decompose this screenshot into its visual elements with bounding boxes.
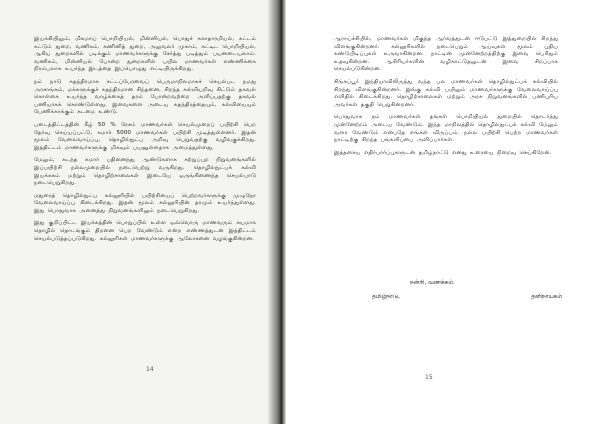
paragraph: படைத்திட்டத்தின் கீழ் 50 % ரேசம் மாணவர்கள் செயல்முறைப் பயிற்சி பெற தேர்வு செய்யப்பட்டு, சுமார் 5000 மாணவர்கள் பயிற்சி முடித்துள்ளனர். இதன் மூலம் வேலைவாய்ப்பு, தொழில்நுட்ப அறிவு பெறுவதற்கு வழிவகுக்கிறது. இத்திட்டம் மாணவர்களுக்கு மிகவும் பயனுள்ளதாக அமைந்துள்ளது. (34, 121, 256, 151)
signature-place: தமிழ்நாடு, (372, 294, 400, 300)
signature-row (372, 294, 562, 301)
paragraph: மதுரைத் தொழில்நுட்ப கல்லூரியில் பயிற்சியைப் பெற்றவர்களுக்கு முழுநேர வேலைவாய்ப்பு கிடைக்கிறது. இதன் மூலம் கல்லூரியின் தரமும் உயர்ந்துள்ளது. இது பொதுவாக அனைத்து நிறுவனங்களிலும் நடைபெறுகிறது. (34, 192, 256, 214)
closing-line: நன்றி, வணக்கம். (410, 280, 455, 286)
left-page (0, 0, 282, 424)
page-number: 14 (146, 366, 154, 373)
paragraph: இத்தகைய எதிர்பார்ப்புகளுடன் தமிழ்நாட்டு எனது உரையை நிறைவு செய்கிறேன். (334, 149, 552, 156)
paragraph: நம் நாடு சுதந்திரமாக சட்டப்பேரவைப் பெருமாநிலமாகச் செயல்பட நமது அரசாங்கம், மக்களுக்குச் சுதந்திரமான சிந்தனை, சிறந்த கல்வியறிவு கிட்டும் தகவல் கொள்கை உயர்ந்த வாழ்க்கைத் தரம் போன்றவற்றை அளிப்பதற்கு தகவல் பணியாகக் கொண்டுள்ளது. இவைகளை அடைய சுதந்திரத்தையும், கல்வியையும் பேணிக்காக்கும் கடமை உண்டு. (34, 78, 256, 116)
signature-name: தனிநாயகம் (531, 294, 562, 300)
page-number: 15 (425, 374, 433, 381)
paragraph: சிங்கப்பூர் இந்தியாவிலிருந்து வந்த பல மாணவர்கள் தொழில்நுட்பக் கல்வியில் சிறந்து விளங்குகின்றனர். இங்கு கல்வி பயிலும் மாணவர்களுக்கு வேலைவாய்ப்பு எளிதில் கிடைக்கிறது. தொழிற்சாலைகள் மற்றும் அரசு நிறுவனங்களில் பணிபுரிய அவர்கள் தகுதி பெறுகின்றனர். (334, 78, 558, 108)
book-gutter-shadow (268, 0, 286, 424)
right-page-text (334, 36, 558, 160)
paragraph: இது குறிப்பிட்ட இயக்கத்தின் பொறுப்பில் உள்ள ஒவ்வொரு மாணவரும் சுயமாக தொழில் தொடங்கும் திறனை பெற வேண்டும் என்ற எண்ணத்துடன் இத்திட்டம் செயல்படுத்தப்படுகிறது. கல்லூரிகள் மாணவர்களுக்கு ஆலோசனை வழங்குகின்றன. (34, 220, 256, 242)
paragraph: இயக்கியிலும், மிகமாய் பொறியியல், மின்னியல், பொதுச் சுகாதாரமியல், கட்டம் கட்டும் துறை, வணிகம், கணினித் துறை, அலுவலர் முகாம், கட்டிட பொறியியல், ஆகிய துறைகளில் படிக்கும் மாணவர்களுக்கு சேர்த்து படித்தும் பயனடையலாம். வணிகம், மின்னியல் போன்ற துறைகளில் பயில மாணவர்கள் எண்ணிக்கை நிரம்பலாக உயர்ந்த இடத்தை இப்பொழுது எட்டியிருக்கிறது. (34, 36, 256, 73)
paragraph: பொதுவாக நம் மாணவர்கள் தங்கள் பொறியியல் துறையில் தொடர்ந்து முன்னேற்றம் அடைய வேண்டும். இந்த மாநிலத்தில் தொழில்நுட்பக் கல்வி மேலும் வளர வேண்டும் என்பதே எங்கள் விருப்பம். நல்ல பயிற்சி பெற்ற மாணவர்கள் நாட்டிற்கு சிறந்த பங்களிப்பை அளிப்பார்கள். (334, 114, 558, 144)
left-page-text (34, 36, 256, 246)
paragraph: மேலும், கடந்த சுமார் பதினைந்து ஆண்டுகளாக சுற்றுப்புற நிறுவனங்களில் இப்பயிற்சி நல்லமுறையில் நடைபெற்று வருகிறது. தொழில்நுட்பக் கல்வி இயக்ககம் மற்றும் தொழிற்சாலைகள் இடையே ஒருங்கிணைந்த செயல்பாடு நடைபெறுகிறது. (34, 157, 256, 187)
paragraph: ஆராய்ச்சியில், மாணவர்கள் மிகுந்த ஆர்வத்துடன் ஈடுபட்டு இத்துறையில் சிறந்து விளங்குகின்றனர். கல்லூரிகளில் நடைபெறும் ஆய்வுகள் மூலம் புதிய கண்டுபிடிப்புகள் உருவாகின்றன. நாட்டின் முன்னேற்றத்திற்கு இவை பெரிதும் உதவுகின்றன. ஆசிரியர்களின் வழிகாட்டுதலுடன் இவை சிறப்பாக செயல்படுகின்றன. (334, 36, 558, 73)
